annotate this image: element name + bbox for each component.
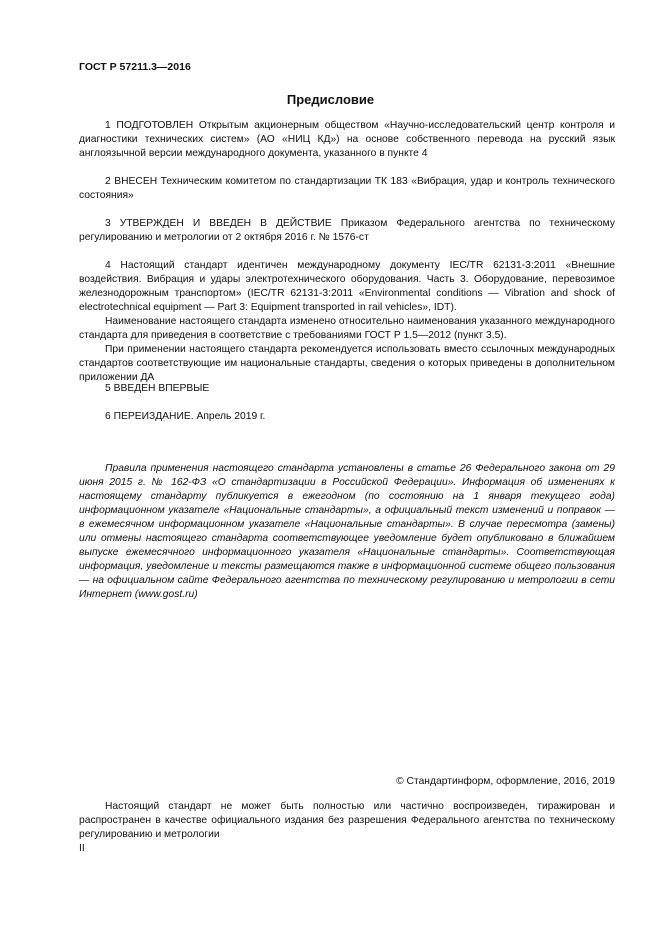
section-4-references: При применении настоящего стандарта рекомендуется использовать вместо ссылочных международных стандартов соответствующие им национальные стандарты, сведения о которых приведены в дополнительном приложении ДА [79, 344, 615, 383]
reproduction-note [79, 800, 615, 842]
section-5-text: 5 ВВЕДЕН ВПЕРВЫЕ [105, 383, 210, 394]
reproduction-note-text: Настоящий стандарт не может быть полностью или частично воспроизведен, тиражирован и распространен в качестве официального издания без разрешения Федерального агентства по техническому регулированию и метрологии [79, 801, 615, 840]
section-4-name-change: Наименование настоящего стандарта изменено относительно наименования указанного международного стандарта для приведения в соответствие с требованиями ГОСТ Р 1.5—2012 (пункт 3.5). [79, 316, 615, 341]
page-number: II [79, 843, 85, 854]
copyright-text: © Стандартинформ, оформление, 2016, 2019 [396, 776, 615, 787]
standard-code: ГОСТ Р 57211.3—2016 [79, 61, 191, 73]
section-1 [79, 119, 615, 161]
section-4 [79, 259, 615, 385]
rules-note-text: Правила применения настоящего стандарта установлены в статье 26 Федерального закона от 29 июня 2015 г. № 162-ФЗ «О стандартизации в Российской Федерации». Информация об изменениях к настоящему стандарту публикуется в ежегодном (по состоянию на 1 января текущего года) информационном указателе «Национальные стандарты», а официальный текст изменений и поправок — в ежемесячном информационном указателе «Национальные стандарты». В случае пересмотра (замены) или отмены настоящего стандарта соответствующее уведомление будет опубликовано в ближайшем выпуске ежемесячного информационного указателя «Национальные стандарты». Соответствующая информация, уведомление и тексты размещаются также в информационной системе общего пользования — на официальном сайте Федерального агентства по техническому регулированию и метрологии в сети Интернет (www.gost.ru) [79, 463, 615, 600]
section-6-text: 6 ПЕРЕИЗДАНИЕ. Апрель 2019 г. [105, 411, 266, 422]
section-3 [79, 217, 615, 245]
section-4-text: 4 Настоящий стандарт идентичен международному документу IEC/TR 62131-3:2011 «Внешние воздействия. Вибрация и удары электротехнического оборудования. Часть 3. Оборудование, перевозимое железнодорожным транспортом» (IEC/TR 62131-3:2011 «Environmental conditions — Vibration and shock of electrotechnical equipment — Part 3: Equipment transported in rail vehicles», IDT). [79, 260, 615, 313]
section-2-text: 2 ВНЕСЕН Техническим комитетом по стандартизации ТК 183 «Вибрация, удар и контроль технического состояния» [79, 176, 615, 201]
copyright-line [79, 775, 615, 789]
section-3-text: 3 УТВЕРЖДЕН И ВВЕДЕН В ДЕЙСТВИЕ Приказом Федерального агентства по техническому регулированию и метрологии от 2 октября 2016 г. № 1576-ст [79, 218, 615, 243]
section-5 [79, 382, 615, 396]
page-title: Предисловие [286, 92, 375, 107]
section-1-text: 1 ПОДГОТОВЛЕН Открытым акционерным обществом «Научно-исследовательский центр контроля и диагностики технических систем» (АО «НИЦ КД») на основе собственного перевода на русский язык англоязычной версии международного документа, указанного в пункте 4 [79, 120, 615, 159]
section-2 [79, 175, 615, 203]
rules-note [79, 462, 615, 602]
section-6 [79, 410, 615, 424]
